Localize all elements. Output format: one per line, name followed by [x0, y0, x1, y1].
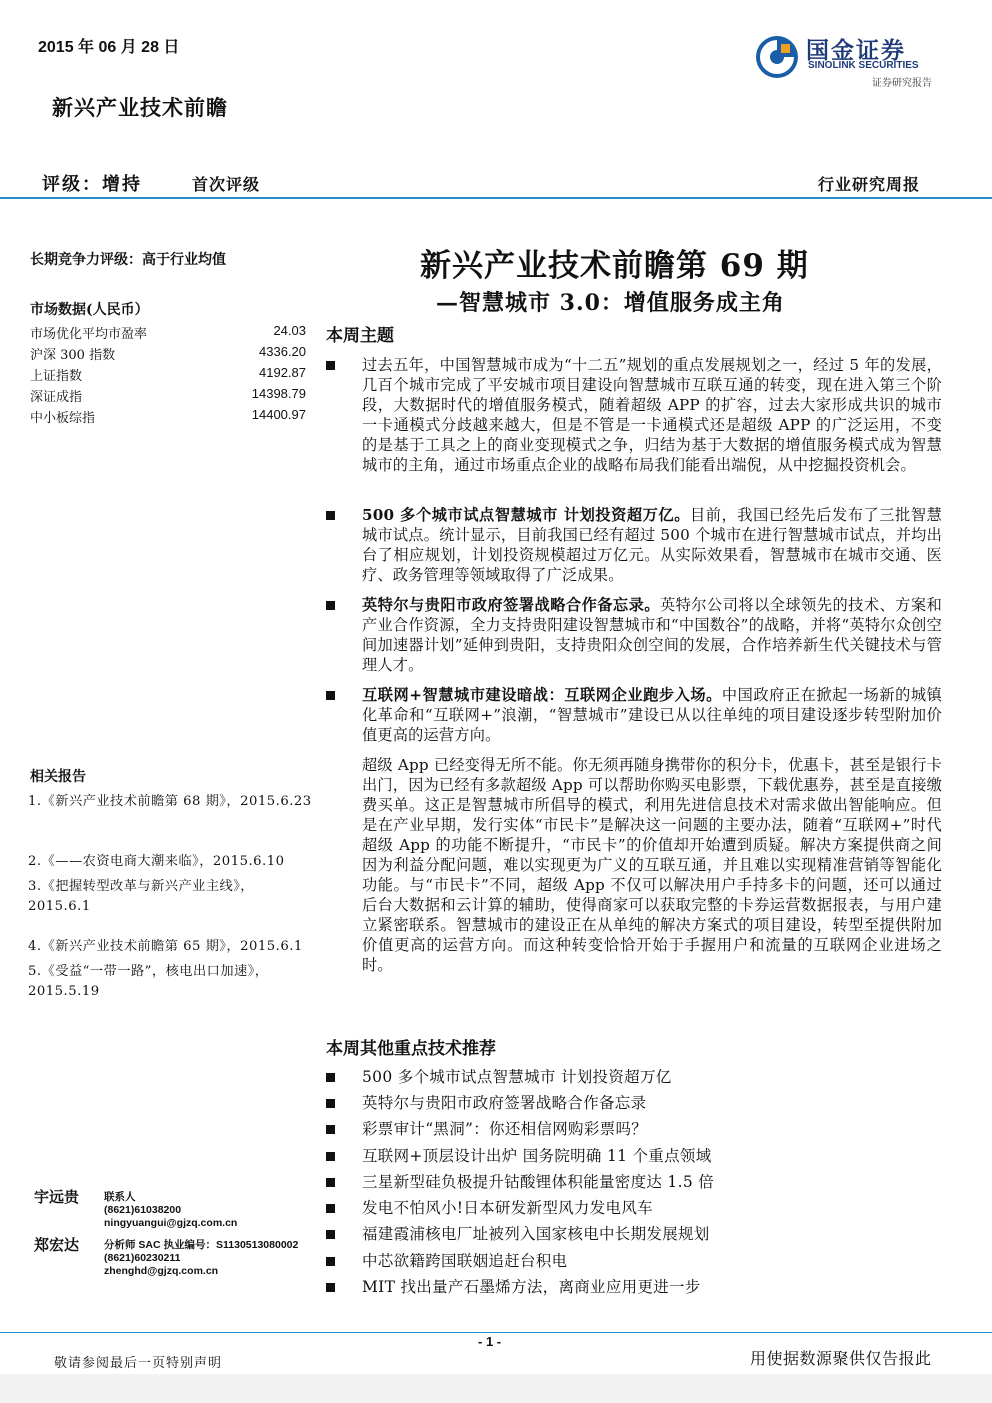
related-report-link[interactable]: 3.《把握转型改革与新兴产业主线》，2015.6.1 [28, 879, 254, 914]
paragraph-body: 目前，我国已经先后发布了三批智慧城市试点。统计显示，目前我国已经有超过 500 个城市在进行智慧城市试点，并均出台了相应规划，计划投资规模超过万亿元。从实际效果看，智慧城市在城市交通、医疗、政务管理等领域取得了广泛成果。 [362, 506, 942, 584]
market-row [30, 407, 306, 428]
report-subtitle: —智慧城市 3.0：增值服务成主角 [436, 290, 785, 316]
market-row-value: 4336.20 [259, 344, 306, 359]
bullet-icon [326, 361, 335, 370]
logo-en-text: SINOLINK SECURITIES [808, 60, 919, 71]
analyst-contact [104, 1191, 237, 1230]
rating-label: 评级：增持 [42, 174, 142, 195]
report-type: 行业研究周报 [818, 175, 921, 194]
market-row-label: 深证成指 [30, 390, 83, 405]
header-divider [0, 197, 992, 199]
bullet-icon [326, 1230, 335, 1239]
market-row-value: 24.03 [273, 323, 306, 338]
recommendation-item: 英特尔与贵阳市政府签署战略合作备忘录 [362, 1094, 647, 1112]
long-term-rating: 长期竞争力评级：高于行业均值 [30, 252, 226, 268]
footer-divider [0, 1332, 992, 1333]
recommendation-item: 福建霞浦核电厂址被列入国家核电中长期发展规划 [362, 1225, 710, 1243]
bullet-icon [326, 1099, 335, 1108]
bullet-icon [326, 601, 335, 610]
market-data-title: 市场数据(人民币） [30, 302, 149, 318]
market-row-label: 沪深 300 指数 [30, 348, 116, 363]
bullet-icon [326, 1178, 335, 1187]
market-row-label: 中小板综指 [30, 411, 96, 426]
bullet-icon [326, 1283, 335, 1292]
theme-heading: 本周主题 [326, 326, 394, 346]
bullet-icon [326, 1204, 335, 1213]
footer-disclaimer: 敬请参阅最后一页特别声明 [54, 1356, 223, 1371]
other-heading: 本周其他重点技术推荐 [326, 1039, 496, 1059]
recommendation-item: 500 多个城市试点智慧城市 计划投资超万亿 [362, 1068, 672, 1086]
bullet-icon [326, 1257, 335, 1266]
sinolink-emblem-icon [754, 34, 800, 80]
page-number: - 1 - [478, 1334, 502, 1349]
market-row [30, 344, 306, 365]
bullet-icon [326, 691, 335, 700]
paragraph-body: 英特尔公司将以全球领先的技术、方案和产业合作资源，全力支持贵阳建设智慧城市和“中国数谷”的战略，并将“英特尔众创空间加速器计划”延伸到贵阳，支持贵阳众创空间的发展，合作培养新生代关键技术与管理人才。 [362, 596, 942, 674]
market-row-value: 4192.87 [259, 365, 306, 380]
paragraph-lead: 500 多个城市试点智慧城市 计划投资超万亿。 [362, 506, 690, 524]
company-logo [754, 30, 954, 90]
series-title: 新兴产业技术前瞻 [52, 95, 228, 120]
market-row [30, 386, 306, 407]
paragraph-lead: 英特尔与贵阳市政府签署战略合作备忘录。 [362, 596, 660, 614]
report-date: 2015 年 06 月 28 日 [38, 39, 180, 56]
related-report-link[interactable]: 1.《新兴产业技术前瞻第 68 期》，2015.6.23 [28, 794, 312, 809]
analyst-role: 分析师 SAC 执业编号：S1130513080002 [104, 1239, 299, 1251]
recommendation-item: 三星新型硅负极提升钴酸锂体积能量密度达 1.5 倍 [362, 1173, 715, 1191]
related-report-link[interactable]: 4.《新兴产业技术前瞻第 65 期》，2015.6.1 [28, 939, 303, 954]
theme-paragraph: 超级 App 已经变得无所不能。你无须再随身携带你的积分卡，优惠卡，甚至是银行卡出门，因为已经有多款超级 App 可以帮助你购买电影票，下载优惠券，甚至是直接缴费买单。这正是智慧城市所倡导的模式，利用先进信息技术对需求做出智能响应。但是在产业早期，发行实体“市民卡”是解决这一问题的主要办法，随着“互联网+”时代超级 App 的功能不断提升，“市民卡”的价值却开始遭到质疑。解决方案提供商之间因为利益分配问题，难以实现更为广义的互联互通，并且难以实现精准营销等智能化功能。与“市民卡”不同，超级 App 不仅可以解决用户手持多卡的问题，还可以通过后台大数据和云计算的辅助，使得商家可以获取完整的卡券运营数据报表，与用户建立紧密联系。智慧城市的建设正在从单纯的解决方案式的项目建设，转型至提供附加价值更高的运营方向。而这种转变恰恰开始于手握用户和流量的互联网企业进场之时。 [362, 756, 942, 974]
bullet-icon [326, 1152, 335, 1161]
theme-paragraph [362, 595, 942, 675]
recommendation-item: 彩票审计“黑洞”：你还相信网购彩票吗？ [362, 1120, 648, 1138]
analyst-phone: (8621)60230211 [104, 1252, 181, 1264]
bullet-icon [326, 1073, 335, 1082]
logo-subtitle: 证券研究报告 [872, 78, 932, 89]
theme-paragraph [362, 685, 942, 745]
recommendation-item: 中芯欲籍跨国联姻追赶台积电 [362, 1252, 568, 1270]
first-rating: 首次评级 [192, 175, 261, 194]
analyst-name: 宇远贵 [34, 1188, 80, 1206]
market-row-value: 14398.79 [251, 386, 306, 401]
recommendation-item: 互联网+顶层设计出炉 国务院明确 11 个重点领域 [362, 1147, 712, 1165]
paragraph-body: 中国政府正在掀起一场新的城镇化革命和“互联网+”浪潮，“智慧城市”建设已从以往单纯的项目建设逐步转型附加价值更高的运营方向。 [362, 686, 942, 744]
report-title: 新兴产业技术前瞻第 69 期 [420, 248, 809, 284]
analyst-email[interactable]: ningyuangui@gjzq.com.cn [104, 1217, 238, 1229]
market-row [30, 323, 306, 344]
related-reports-title: 相关报告 [30, 769, 86, 785]
recommendation-item: 发电不怕风小!日本研发新型风力发电风车 [362, 1199, 653, 1217]
paragraph-lead: 互联网+智慧城市建设暗战：互联网企业跑步入场。 [362, 686, 722, 704]
analyst-contact [104, 1239, 298, 1278]
related-report-link[interactable]: 2.《——农资电商大潮来临》，2015.6.10 [28, 854, 285, 869]
market-row-label: 上证指数 [30, 369, 83, 384]
logo-cn-text: 国金证券 [806, 37, 906, 63]
analyst-email[interactable]: zhenghd@gjzq.com.cn [104, 1265, 219, 1277]
bullet-icon [326, 1125, 335, 1134]
analyst-role: 联系人 [104, 1191, 136, 1203]
related-report-link[interactable]: 5.《受益“一带一路”，核电出口加速》，2015.5.19 [28, 964, 269, 999]
market-row [30, 365, 306, 386]
analyst-phone: (8621)61038200 [104, 1204, 182, 1216]
bullet-icon [326, 511, 335, 520]
theme-paragraph: 过去五年，中国智慧城市成为“十二五”规划的重点发展规划之一，经过 5 年的发展，几百个城市完成了平安城市项目建设向智慧城市互联互通的转变，现在进入第三个阶段，大数据时代的增值服务模式，随着超级 APP 的扩容，过去大家形成共识的城市一卡通模式分歧越来越大，但是不管是一卡通模式还是超级 APP 的广泛运用，不变的是基于工具之上的商业变现模式之争，归结为基于大数据的增值服务模式成为智慧城市的主角，通过市场重点企业的战略布局我们能看出端倪，从中挖掘投资机会。 [362, 356, 942, 474]
market-row-value: 14400.97 [251, 407, 306, 422]
market-row-label: 市场优化平均市盈率 [30, 327, 148, 342]
footer-notice: 用使据数源聚供仅告报此 [750, 1351, 932, 1368]
footer-band [0, 1374, 992, 1403]
theme-paragraph [362, 505, 942, 585]
recommendation-item: MIT 找出量产石墨烯方法，离商业应用更进一步 [362, 1278, 701, 1296]
analyst-name: 郑宏达 [34, 1236, 80, 1254]
